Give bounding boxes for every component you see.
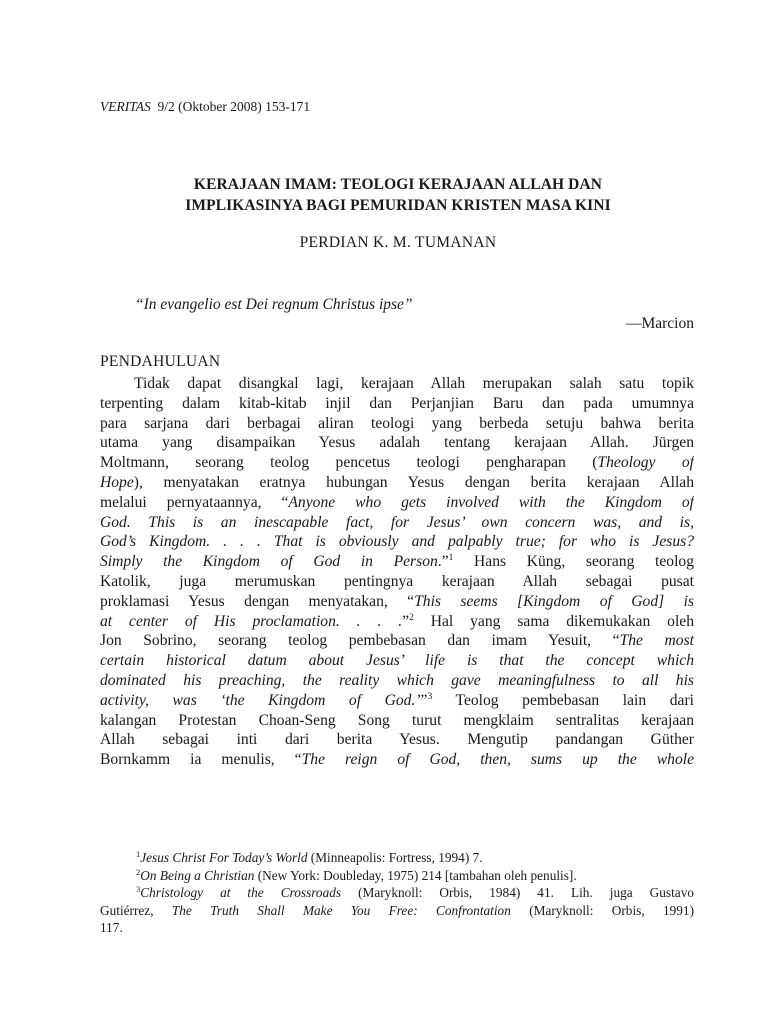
body-line: Jon Sobrino, seorang teolog pembebasan dan imam Yesuit, “The most [100,632,694,650]
footnote-3-continued: Gutiérrez, The Truth Shall Make You Free: Confrontation (Maryknoll: Orbis, 1991) [100,902,695,918]
footnote-3: $^3$Christology at the Crossroads (Maryknoll: Orbis, 1984) 41. Lih. juga Gustavo [136,884,694,900]
journal-citation [100,99,310,115]
footnote-ref-1: 1 [448,553,454,564]
footnotes [100,849,694,937]
body-line: activity, was ‘the Kingdom of God.’”$^3$ Teolog pembebasan lain dari [100,691,694,709]
body-line: proklamasi Yesus dengan menyatakan, “This seems [Kingdom of God] is [100,592,694,610]
epigraph-attribution: —Marcion [625,315,694,332]
section-heading: PENDAHULUAN [100,353,221,370]
body-line: utama yang disampaikan Yesus adalah tentang kerajaan Allah. Jürgen [100,434,694,452]
body-line: certain historical datum about Jesus’ life is that the concept which [100,652,694,670]
body-line: dominated his preaching, the reality which gave meaningfulness to all his [100,671,694,689]
footnote-ref-2: 2 [409,612,414,623]
body-line: Bornkamm ia menulis, “The reign of God, then, sums up the whole [100,751,694,769]
body-line: Katolik, juga merumuskan pentingnya kerajaan Allah sebagai pusat [100,572,694,590]
article-author: PERDIAN K. M. TUMANAN [299,234,497,251]
body-line: at center of His proclamation. . . .”$^2$ Hal yang sama dikemukakan oleh [100,612,694,630]
footnote-3-continued: 117. [100,920,123,935]
footnote-ref-3: 3 [427,691,433,702]
footnote-2: $^2$On Being a Christian (New York: Doubleday, 1975) 214 [tambahan oleh penulis]. [136,866,577,883]
body-line: para sarjana dari berbagai aliran teologi yang berbeda setuju bahwa berita [100,414,694,432]
body-line: kalangan Protestan Choan-Seng Song turut mengklaim sentralitas kerajaan [100,711,694,729]
body-line: Hope), menyatakan eratnya hubungan Yesus dengan berita kerajaan Allah [100,473,694,491]
article-title-line-2: IMPLIKASINYA BAGI PEMURIDAN KRISTEN MASA KINI [185,197,611,214]
article-title-line-1: KERAJAAN IMAM: TEOLOGI KERAJAAN ALLAH DAN [193,176,603,193]
journal-name: VERITAS [100,99,151,114]
body-line: God’s Kingdom. . . . That is obviously and palpably true; for who is Jesus? [100,533,694,551]
body-line: Simply the Kingdom of God in Person.”$^1$ Hans Küng, seorang teolog [100,553,694,571]
footnote-1: $^1$Jesus Christ For Today’s World (Minneapolis: Fortress, 1994) 7. [136,849,483,865]
body-line: Tidak dapat disangkal lagi, kerajaan Allah merupakan salah satu topik [134,375,694,392]
body-line: Moltmann, seorang teolog pencetus teologi pengharapan (Theology of [100,454,694,472]
body-paragraph [100,374,694,770]
body-line: melalui pernyataannya, “Anyone who gets involved with the Kingdom of [100,493,694,511]
body-line: Allah sebagai inti dari berita Yesus. Mengutip pandangan Güther [100,731,694,749]
body-line: God. This is an inescapable fact, for Jesus’ own concern was, and is, [100,513,694,531]
body-line: terpenting dalam kitab-kitab injil dan Perjanjian Baru dan pada umumnya [100,394,694,412]
journal-issue: 9/2 (Oktober 2008) 153-171 [157,99,311,114]
epigraph: “In evangelio est Dei regnum Christus ipse” [135,296,413,313]
